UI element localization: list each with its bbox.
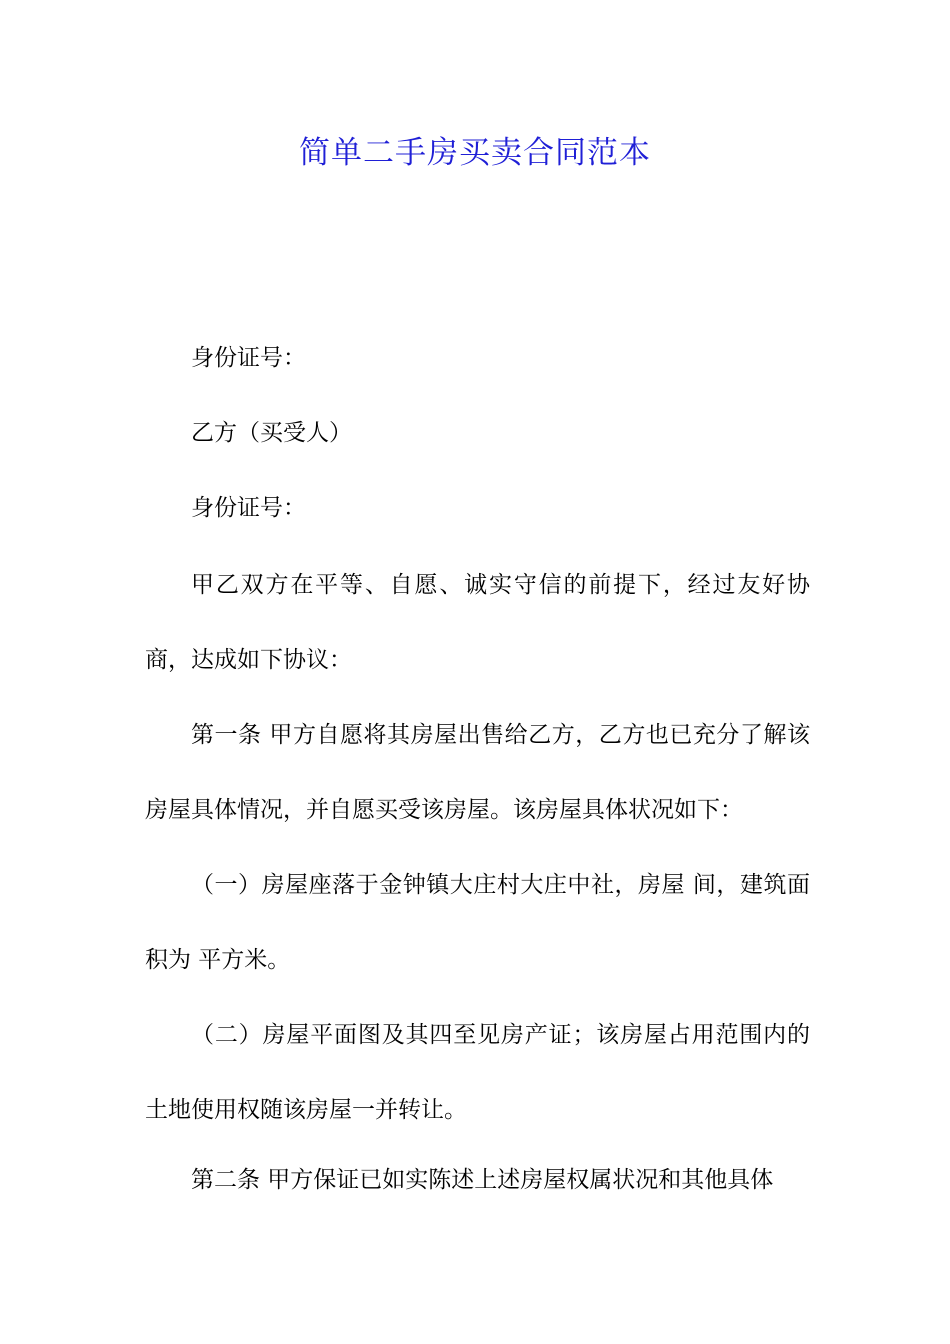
document-title: 简单二手房买卖合同范本 <box>299 135 651 171</box>
paragraph-article-two: 第二条 甲方保证已如实陈述上述房屋权属状况和其他具体 <box>191 1167 774 1193</box>
paragraph-article-one: 第一条 甲方自愿将其房屋出售给乙方，乙方也已充分了解该房屋具体情况，并自愿买受该房屋。该房屋具体状况如下： <box>145 722 810 823</box>
paragraph-item-one: （一）房屋座落于金钟镇大庄村大庄中社，房屋 间，建筑面积为 平方米。 <box>145 872 810 973</box>
paragraph-buyer: 乙方（买受人） <box>191 420 352 446</box>
paragraph-buyer-id: 身份证号： <box>191 495 306 521</box>
paragraph-seller-id: 身份证号： <box>191 345 306 371</box>
paragraph-agreement-intro: 甲乙双方在平等、自愿、诚实守信的前提下，经过友好协商，达成如下协议： <box>145 572 810 673</box>
paragraph-item-two: （二）房屋平面图及其四至见房产证；该房屋占用范围内的土地使用权随该房屋一并转让。 <box>145 1022 810 1123</box>
